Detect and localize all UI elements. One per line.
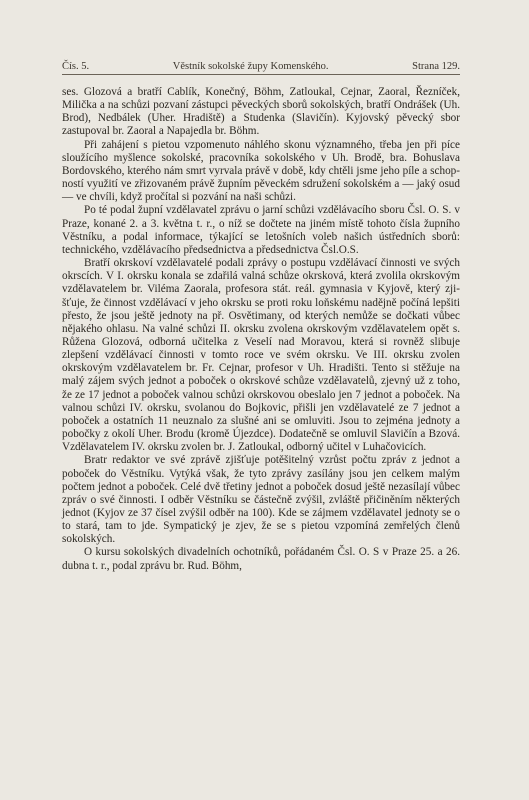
paragraph-2: Při zahájení s pietou vzpomenuto náhlého skonu významného, třeba jen při píce sloužícího myšlence sokolské, pracovníka sokolského v Uh. Brodě, bra. Bohuslava Bordovského, kterého nám smrt vyrvala právě v době, kdy chtěli jsme jeho píle a schopností využití ve zřizovaném právě župním pěveckém sdružení sokolském a — jaký osud — ve chvíli, když pročítal si pozvání na naši schůzi. bbox=[62, 138, 460, 204]
journal-title: Věstník sokolské župy Komenského. bbox=[172, 61, 329, 72]
paragraph-5: Bratr redaktor ve své zprávě zjišťuje potěšitelný vzrůst počtu zpráv z jednot a poboček do Věstníku. Vytýká však, že tyto zprávy zasílány jsou jen celkem malým počtem jednot a poboček. Celé dvě třetiny jednot a poboček dosud ještě nezasílají vůbec zpráv o své činnosti. I odběr Věstníku se částečně zvýšil, zvláště přičiněním některých jednot (Kyjov ze 37 čísel zvýšil odběr na 100). Kde se zájmem vzdělavatel jednoty se o to stará, tam to jde. Sympatický je zjev, že se s pietou vzpomíná zemřelých členů sokolských. bbox=[62, 454, 460, 546]
running-header bbox=[62, 56, 460, 75]
page-number: Strana 129. bbox=[412, 61, 460, 72]
article-body bbox=[62, 86, 460, 573]
issue-number: Čís. 5. bbox=[62, 61, 90, 72]
paragraph-4: Bratří okrskoví vzdělavatelé podali zprávy o postupu vzdělávací činnosti ve svých okrscích. V I. okrsku konala se zdařilá valná schůze okrsková, která zvolila okrskovým vzdělavatelem br. Viléma Zaorala, profesora stát. reál. gymnasia v Kyjově, který zjišťuje, že činnost vzdělávací v jeho okrsku se proti roku loňskému nadějně počíná lepšiti přesto, že jsou ještě jednoty na př. Osvětimany, od kterých nemůže se dočkati vůbec nějakého ohlasu. Na valné schůzi II. okrsku zvolena okrskovým vzdělavatelem opět s. Růžena Glozová, odborná učitelka z Veselí nad Moravou, která si rovněž slibuje zlepšení vzdělávací činnosti v tomto roce ve svém okrsku. Ve III. okrsku zvolen okrskovým vzdělavatelem br. Fr. Cejnar, profesor v Uh. Hradišti. Tento si stěžuje na malý zájem svých jednot a poboček o okrskové schůze vzdělavatelů, zjevný už z toho, že ze 17 jednot a poboček valnou schůzi okrskovou obeslalo jen 7 jednot a poboček. Na valnou schůzi IV. okrsku, svolanou do Bojkovic, přišli jen vzdělavatelé ze 7 jednot a poboček a ostatních 11 neuznalo za slušné ani se omluviti. Jsou to zejména jednoty a pobočky z okolí Uher. Brodu (kromě Újezdce). Dodatečně se omluvil Slavičín a Bzová. Vzdělavatelem IV. okrsku zvolen br. J. Zatloukal, odborný učitel v Luhačovicích. bbox=[62, 257, 460, 454]
paragraph-6: O kursu sokolských divadelních ochotníků, pořádaném Čsl. O. S v Praze 25. a 26. dubna t. r., podal zprávu br. Rud. Böhm, bbox=[62, 546, 460, 572]
paragraph-3: Po té podal župní vzdělavatel zprávu o jarní schůzi vzdělávacího sboru Čsl. O. S. v Praze, konané 2. a 3. května t. r., o níž se dočtete na jiném místě tohoto čísla župního Věstníku, a podal informace, týkající se letošních voleb našich ústředních sborů: technického, vzdělávacího předsednictva a předsednictva Čsl.O.S. bbox=[62, 204, 460, 256]
paragraph-1: ses. Glozová a bratří Cablík, Konečný, Böhm, Zatloukal, Cejnar, Zaoral, Řezníček, Milička a na schůzi pozvaní zástupci pěveckých sborů sokolských, bratří Ondrášek (Uh. Brod), Nedbálek (Uher. Hradiště) a Studenka (Slavičín). Kyjovský pěvecký sbor zastupoval br. Zaoral a Napajedla br. Böhm. bbox=[62, 86, 460, 138]
